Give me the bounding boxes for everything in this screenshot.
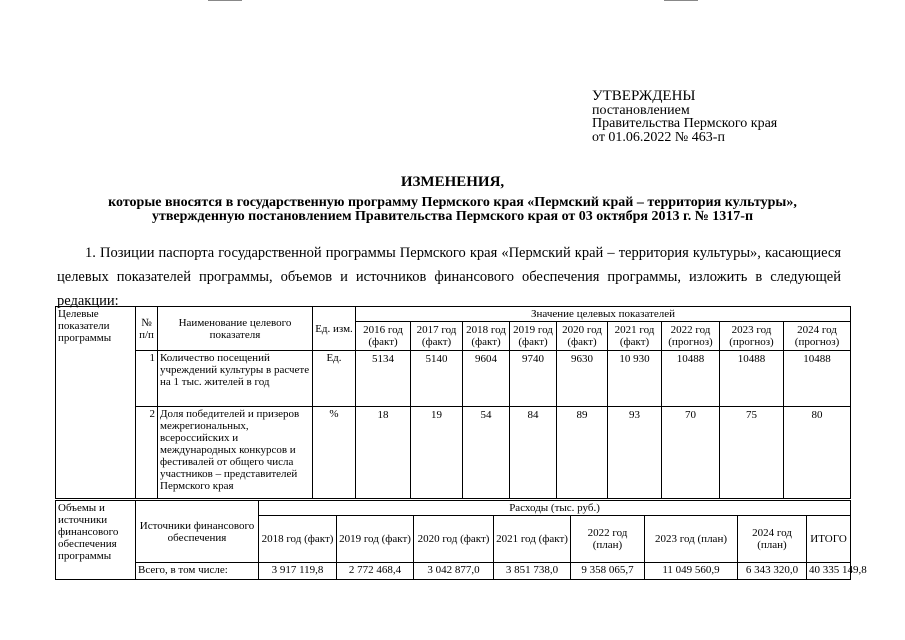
row-value: 54 (463, 407, 510, 499)
indicators-year-header: 2022 год (прогноз) (662, 322, 720, 351)
indicators-year-header: 2024 год (прогноз) (784, 322, 851, 351)
row-value: 9604 (463, 351, 510, 407)
row-value: 9630 (557, 351, 608, 407)
row-value: 10488 (784, 351, 851, 407)
row-indicator-name: Доля победителей и призеров межрегиональных, всероссийских и международных конкурсов и фестивалей от общего числа участников – представителей Пермского края (158, 407, 313, 499)
top-edge-line-left (208, 0, 242, 1)
indicators-year-header: 2017 год (факт) (411, 322, 463, 351)
finance-col-expenses: Расходы (тыс. руб.) (259, 501, 851, 516)
document-subtitle (0, 196, 905, 224)
indicators-year-header: 2018 год (факт) (463, 322, 510, 351)
finance-year-header: 2018 год (факт) (259, 516, 337, 563)
finance-value: 11 049 560,9 (645, 563, 738, 580)
approval-line-4: от 01.06.2022 № 463-п (592, 129, 725, 145)
indicators-col-name: Наименование целевого показателя (158, 307, 313, 351)
finance-section-label: Объемы и источники финансового обеспечения программы (56, 501, 136, 580)
indicators-year-header: 2020 год (факт) (557, 322, 608, 351)
row-value: 19 (411, 407, 463, 499)
row-value: 84 (510, 407, 557, 499)
indicators-col-num: № п/п (136, 307, 158, 351)
finance-value: 3 917 119,8 (259, 563, 337, 580)
finance-col-sources: Источники финансового обеспечения (136, 501, 259, 563)
row-value: 80 (784, 407, 851, 499)
finance-value: 40 335 149,8 (807, 563, 851, 580)
indicators-year-header: 2019 год (факт) (510, 322, 557, 351)
row-unit: Ед. (313, 351, 356, 407)
subtitle-line-1: которые вносятся в государственную программу Пермского края «Пермский край – территория культуры», (108, 195, 797, 210)
approval-line-2: постановлением (592, 102, 690, 118)
approval-line-1: УТВЕРЖДЕНЫ (592, 88, 696, 104)
row-value: 10488 (720, 351, 784, 407)
finance-value: 2 772 468,4 (337, 563, 414, 580)
finance-total-label: Всего, в том числе: (136, 563, 259, 580)
row-value: 10 930 (608, 351, 662, 407)
indicators-table (55, 306, 851, 499)
table-row (56, 351, 851, 407)
finance-year-header: 2020 год (факт) (414, 516, 494, 563)
row-value: 5134 (356, 351, 411, 407)
row-value: 5140 (411, 351, 463, 407)
document-title: ИЗМЕНЕНИЯ, (400, 174, 505, 190)
finance-value: 3 851 738,0 (494, 563, 571, 580)
intro-paragraph (57, 241, 841, 313)
indicators-year-header: 2016 год (факт) (356, 322, 411, 351)
row-value: 89 (557, 407, 608, 499)
finance-value: 6 343 320,0 (738, 563, 807, 580)
finance-value: 9 358 065,7 (571, 563, 645, 580)
top-edge-line-right (664, 0, 698, 1)
finance-year-header: 2019 год (факт) (337, 516, 414, 563)
finance-year-header: 2022 год (план) (571, 516, 645, 563)
row-value: 18 (356, 407, 411, 499)
finance-value: 3 042 877,0 (414, 563, 494, 580)
subtitle-line-2: утвержденную постановлением Правительства Пермского края от 03 октября 2013 г. № 1317-п (151, 209, 754, 224)
row-indicator-name: Количество посещений учреждений культуры в расчете на 1 тыс. жителей в год (158, 351, 313, 407)
finance-total-header: ИТОГО (807, 516, 851, 563)
approval-line-3: Правительства Пермского края (592, 116, 778, 131)
table-row (56, 407, 851, 499)
row-value: 70 (662, 407, 720, 499)
finance-table (55, 500, 867, 580)
indicators-col-values: Значение целевых показателей (356, 307, 851, 322)
indicators-year-header: 2023 год (прогноз) (720, 322, 784, 351)
row-value: 75 (720, 407, 784, 499)
approval-stamp (592, 90, 777, 144)
indicators-section-label: Целевые показатели программы (56, 307, 136, 499)
row-value: 10488 (662, 351, 720, 407)
row-value: 9740 (510, 351, 557, 407)
indicators-year-header: 2021 год (факт) (608, 322, 662, 351)
row-value: 93 (608, 407, 662, 499)
finance-year-header: 2024 год (план) (738, 516, 807, 563)
row-number: 2 (136, 407, 158, 499)
finance-year-header: 2023 год (план) (645, 516, 738, 563)
intro-paragraph-text: 1. Позиции паспорта государственной программы Пермского края «Пермский край – территория культуры», касающиеся целевых показателей программы, объемов и источников финансового обеспечения программы, изложить в следующей редакции: (57, 245, 841, 309)
table-row (56, 563, 851, 580)
row-unit: % (313, 407, 356, 499)
row-number: 1 (136, 351, 158, 407)
finance-year-header: 2021 год (факт) (494, 516, 571, 563)
indicators-col-unit: Ед. изм. (313, 307, 356, 351)
